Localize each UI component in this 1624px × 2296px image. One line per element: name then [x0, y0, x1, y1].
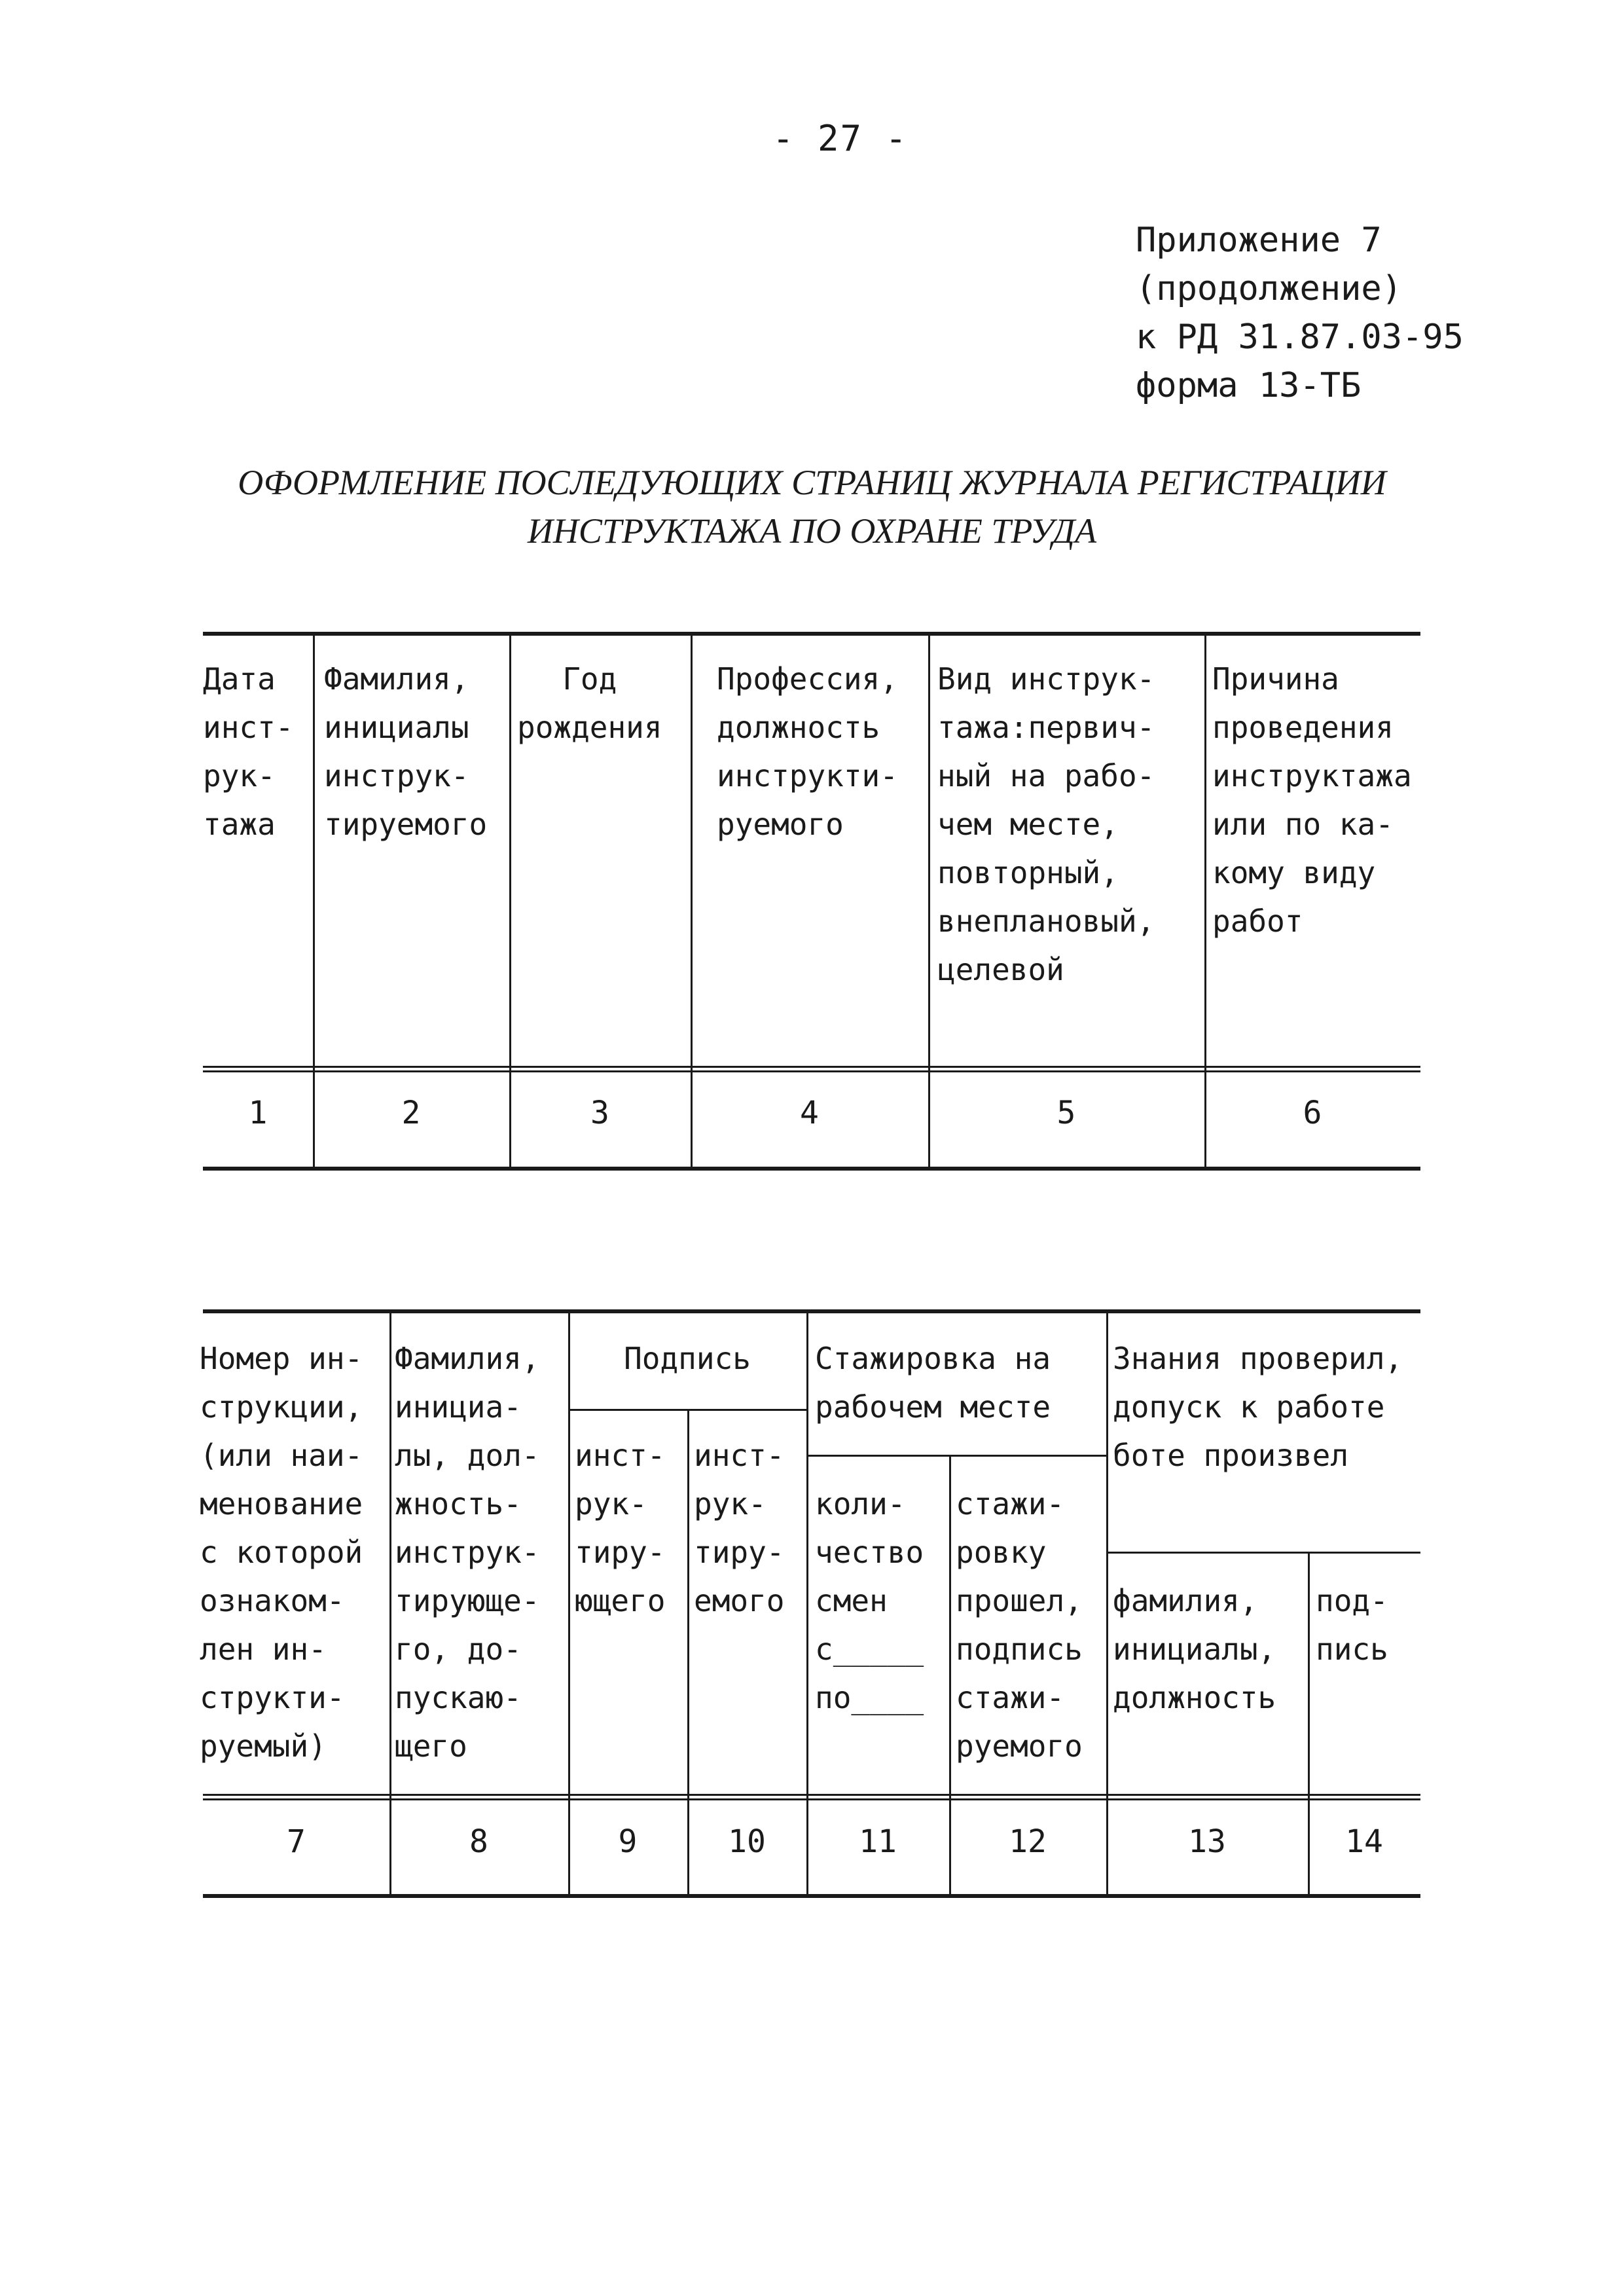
table-2-col-divider — [806, 1309, 808, 1895]
knowledge-subheader-rule — [1106, 1552, 1420, 1554]
title-line-1: ОФОРМЛЕНИЕ ПОСЛЕДУЮЩИХ СТРАНИЦ ЖУРНАЛА РЕГИСТРАЦИИ — [238, 463, 1386, 502]
table-1-col-divider — [509, 632, 511, 1169]
t1-col-number: 4 — [800, 1095, 819, 1131]
t1-header-name: Фамилия, инициалы инструк- тируемого — [324, 661, 488, 842]
table-2-header-rule — [203, 1794, 1420, 1796]
t2-col-number: 9 — [618, 1823, 638, 1860]
table-2-col-divider — [568, 1309, 570, 1895]
t2-header-signature-instructor: инст- рук- тиру- ющего — [575, 1438, 666, 1618]
table-2-subcol-divider — [687, 1409, 689, 1895]
t1-col-number: 6 — [1303, 1095, 1322, 1131]
t2-col-number: 11 — [859, 1823, 897, 1860]
table-1-col-divider — [313, 632, 315, 1169]
t2-header-signature: Подпись — [624, 1341, 751, 1376]
appendix-line-2: (продолжение) — [1136, 269, 1402, 308]
table-2-col-divider — [1106, 1309, 1108, 1895]
table-1-col-divider — [691, 632, 693, 1169]
t2-col-number: 13 — [1188, 1823, 1226, 1860]
t2-col-number: 8 — [469, 1823, 488, 1860]
appendix-line-4: форма 13-ТБ — [1136, 366, 1362, 405]
t2-header-checker-name: фамилия, инициалы, должность — [1113, 1583, 1276, 1715]
table-2-bottom-rule — [203, 1894, 1420, 1898]
t2-col-number: 10 — [728, 1823, 766, 1860]
internship-subheader-rule — [806, 1455, 1106, 1457]
t2-header-shift-count: коли- чество смен с_____ по____ — [815, 1486, 924, 1715]
t1-header-profession: Профессия, должность инструкти- руемого — [717, 661, 898, 842]
table-1-col-divider — [928, 632, 930, 1169]
t1-col-number: 2 — [401, 1095, 421, 1131]
t1-header-birth-year: Год рождения — [517, 661, 662, 745]
t1-col-number: 5 — [1056, 1095, 1076, 1131]
t2-col-number: 14 — [1345, 1823, 1383, 1860]
t2-col-number: 7 — [287, 1823, 306, 1860]
t1-col-number: 3 — [590, 1095, 609, 1131]
page-number: - 27 - — [772, 118, 909, 159]
t1-header-date: Дата инст- рук- тажа — [203, 661, 294, 842]
document-title — [0, 458, 1624, 555]
table-1-header-rule — [203, 1066, 1420, 1068]
t2-header-signature-trainee: инст- рук- тиру- емого — [694, 1438, 785, 1618]
table-2-col-divider — [389, 1309, 391, 1895]
t2-header-checker-signature: под- пись — [1316, 1583, 1388, 1667]
t1-header-briefing-type: Вид инструк- тажа:первич- ный на рабо- чем месте, повторный, внеплановый, целевой — [937, 661, 1155, 987]
t2-header-knowledge-check: Знания проверил, допуск к работе боте произвел — [1113, 1341, 1403, 1473]
t2-header-instructor-name: Фамилия, инициа- лы, дол- жность- инструк- тирующе- го, до- пускаю- щего — [395, 1341, 540, 1764]
appendix-reference — [1136, 216, 1464, 410]
table-2-top-rule — [203, 1309, 1420, 1313]
appendix-line-3: к РД 31.87.03-95 — [1136, 318, 1464, 357]
appendix-line-1: Приложение 7 — [1136, 221, 1382, 260]
signature-subheader-rule — [568, 1409, 806, 1411]
t1-header-reason: Причина проведения инструктажа или по ка- кому виду работ — [1212, 661, 1412, 939]
t2-header-instruction-number: Номер ин- струкции, (или наи- менование с которой ознаком- лен ин- структи- руемый) — [200, 1341, 363, 1764]
table-1-bottom-rule — [203, 1167, 1420, 1171]
t2-col-number: 12 — [1009, 1823, 1047, 1860]
t2-header-internship-passed: стажи- ровку прошел, подпись стажи- руемого — [956, 1486, 1083, 1764]
table-1-col-divider — [1204, 632, 1206, 1169]
table-1-top-rule — [203, 632, 1420, 636]
t1-col-number: 1 — [248, 1095, 268, 1131]
t2-header-internship: Стажировка на рабочем месте — [815, 1341, 1051, 1425]
title-line-2: ИНСТРУКТАЖА ПО ОХРАНЕ ТРУДА — [527, 511, 1097, 551]
